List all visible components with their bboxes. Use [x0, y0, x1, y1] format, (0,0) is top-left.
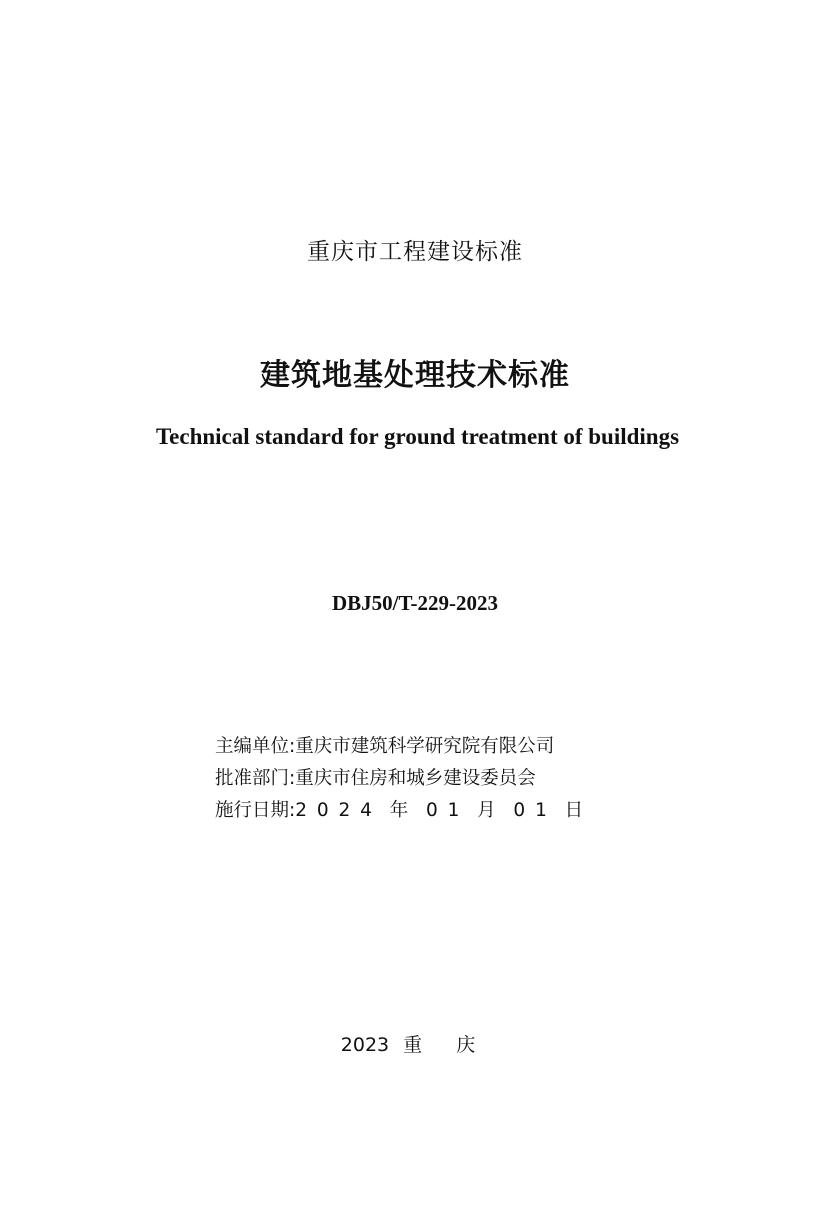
approver-row	[215, 763, 635, 795]
publication-info	[215, 731, 635, 827]
approver-value: 重庆市住房和城乡建设委员会	[295, 768, 536, 789]
effective-date-value: 2 0 2 4 年 0 1 月 0 1 日	[295, 800, 586, 821]
standard-code: DBJ50/T-229-2023	[331, 591, 499, 615]
english-title: Technical standard for ground treatment of buildings	[155, 424, 680, 449]
editor-label: 主编单位:	[215, 736, 296, 757]
editor-value: 重庆市建筑科学研究院有限公司	[295, 736, 555, 757]
approver-label: 批准部门:	[215, 768, 296, 789]
footer-year: 2023	[340, 1034, 390, 1056]
editor-row	[215, 731, 635, 763]
effective-date-label: 施行日期:	[215, 800, 296, 821]
footer	[0, 1030, 815, 1057]
series-title: 重庆市工程建设标准	[307, 239, 523, 265]
main-title: 建筑地基处理技术标准	[260, 358, 570, 393]
footer-city: 重 庆	[403, 1034, 490, 1056]
effective-date-row	[215, 795, 635, 827]
